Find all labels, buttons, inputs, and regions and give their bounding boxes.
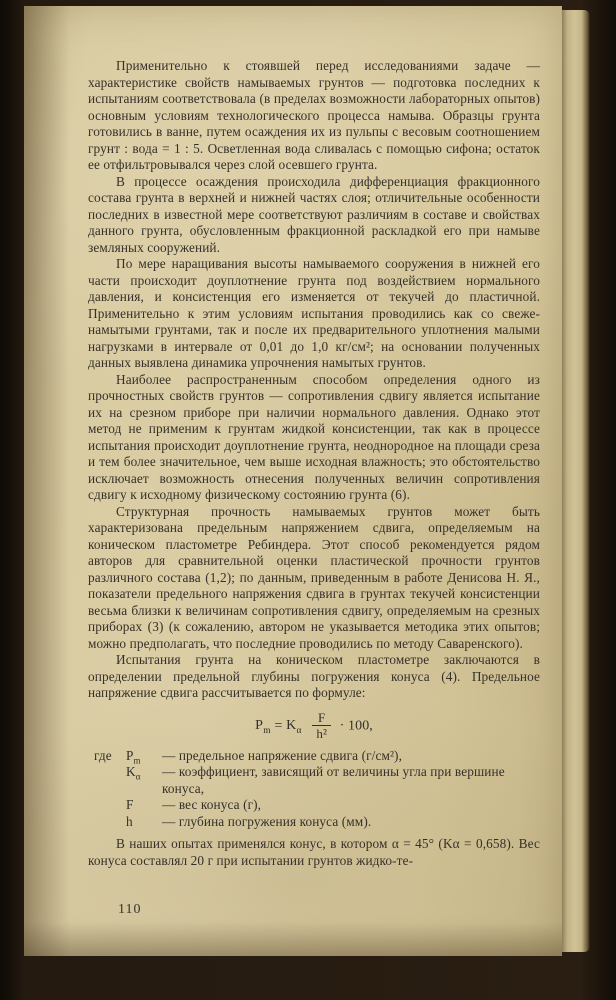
definition-symbol: $P_m$ <box>126 747 141 766</box>
formula-lhs: $P_m$ <box>255 717 271 736</box>
symbol-definitions <box>94 748 540 831</box>
formula-tail: · 100, <box>339 717 373 733</box>
shear-stress-formula <box>88 711 540 741</box>
definition-prefix <box>94 797 126 814</box>
fraction-denominator: h² <box>316 726 328 742</box>
page-edge <box>562 10 590 952</box>
paragraph-1: Применительно к стоявшей перед исследованиями задаче — характеристике свойств намываемых грунтов — подготовка последних к испытаниям соответствовала (в пределах возможности лабораторных опытов) основным условиям технологического процесса намыва. Образцы грунта готовились в ванне, путем осаждения их из пульпы с весовым соотношением грунт : вода = 1 : 5. Осветленная вода сливалась с помощью сифона; остаток ее отфильтровывался через слой осевшего грунта. <box>88 58 540 172</box>
definition-prefix <box>94 814 126 831</box>
definition-text: — коэффициент, зависящий от величины угла при вершине конуса, <box>162 764 505 796</box>
definition-row <box>94 814 540 831</box>
definition-prefix: где <box>94 747 112 763</box>
definition-row <box>94 797 540 814</box>
paragraph-4: Наиболее распространенным способом определения одного из прочностных свойств грунтов — сопротивления сдвигу является испытание их на срезном приборе при наличии нормального давления. Однако этот метод не применим к грунтам жидкой консистенции, так как в процессе испытания происходит доуплотнение грунта, неоднородное на площади среза и тем более значительное, чем выше исходная влажность; это обстоятельство исключает возможность отнесения полученных величин сопротивления сдвигу к исходному физическому состоянию грунта (6). <box>88 371 540 502</box>
paragraph-7: В наших опытах применялся конус, в котором α = 45° (Kα = 0,658). Вес конуса составлял 20 г при испытании грунтов жидко-те- <box>88 836 540 868</box>
definition-row <box>94 748 540 765</box>
paragraph-6: Испытания грунта на коническом пластометре заключаются в определении предельной глубины погружения конуса (4). Предельное напряжение сдвига рассчитывается по формуле: <box>88 652 540 700</box>
definition-symbol: h <box>126 813 133 829</box>
paragraph-2: В процессе осаждения происходила дифференциация фракционного состава грунта в верхней и нижней частях слоя; отличительные особенности последних в известной мере соответствуют различиям в составе и свойствах данного грунта, обусловленным фракционной раскладкой его при намыве земляных сооружений. <box>88 173 540 255</box>
book-page <box>24 6 562 956</box>
definition-text: — вес конуса (г), <box>162 797 262 813</box>
paragraph-5: Структурная прочность намываемых грунтов может быть характеризована предельным напряжением сдвига, определяемым на коническом пластометре Ребиндера. Этот способ рекомендуется рядом авторов для сравнительной оценки пластической прочности грунтов различного состава (1,2); по данным, приведенным в работе Денисова Н. Я., показатели предельного напряжения сдвига в грунтах текучей консистенции весьма близки к величинам сопротивления сдвигу, определяемым на срезных приборах (3) (к сожалению, автором не указывается методика этих опытов; можно предполагать, что последние проводились по методу Саваренского). <box>88 503 540 651</box>
definition-prefix <box>94 764 126 797</box>
definition-text: — предельное напряжение сдвига (г/см²), <box>162 747 402 763</box>
page-number: 110 <box>118 902 142 917</box>
fraction-numerator: F <box>312 711 331 727</box>
formula-fraction <box>312 711 331 741</box>
definition-text: — глубина погружения конуса (мм). <box>162 813 372 829</box>
formula-coefficient: $K_\alpha$ <box>286 717 302 736</box>
paragraph-3: По мере наращивания высоты намываемого сооружения в нижней его части происходит доуплотнение грунта под воздействием нормального давления, и консистенция его изменяется от текучей до пластичной. Применительно к этим условиям испытания проводились как со свеже-намытыми грунтами, так и после их предварительного уплотнения малыми нагрузками в интервале от 0,01 до 1,0 кг/см²; на основании полученных данных выявлена динамика упрочнения намытых грунтов. <box>88 256 540 370</box>
text-column <box>88 58 540 869</box>
definition-row <box>94 764 540 797</box>
definition-symbol: F <box>126 797 134 813</box>
formula-equals: = <box>274 717 283 733</box>
definition-symbol: $K_\alpha$ <box>126 764 141 782</box>
